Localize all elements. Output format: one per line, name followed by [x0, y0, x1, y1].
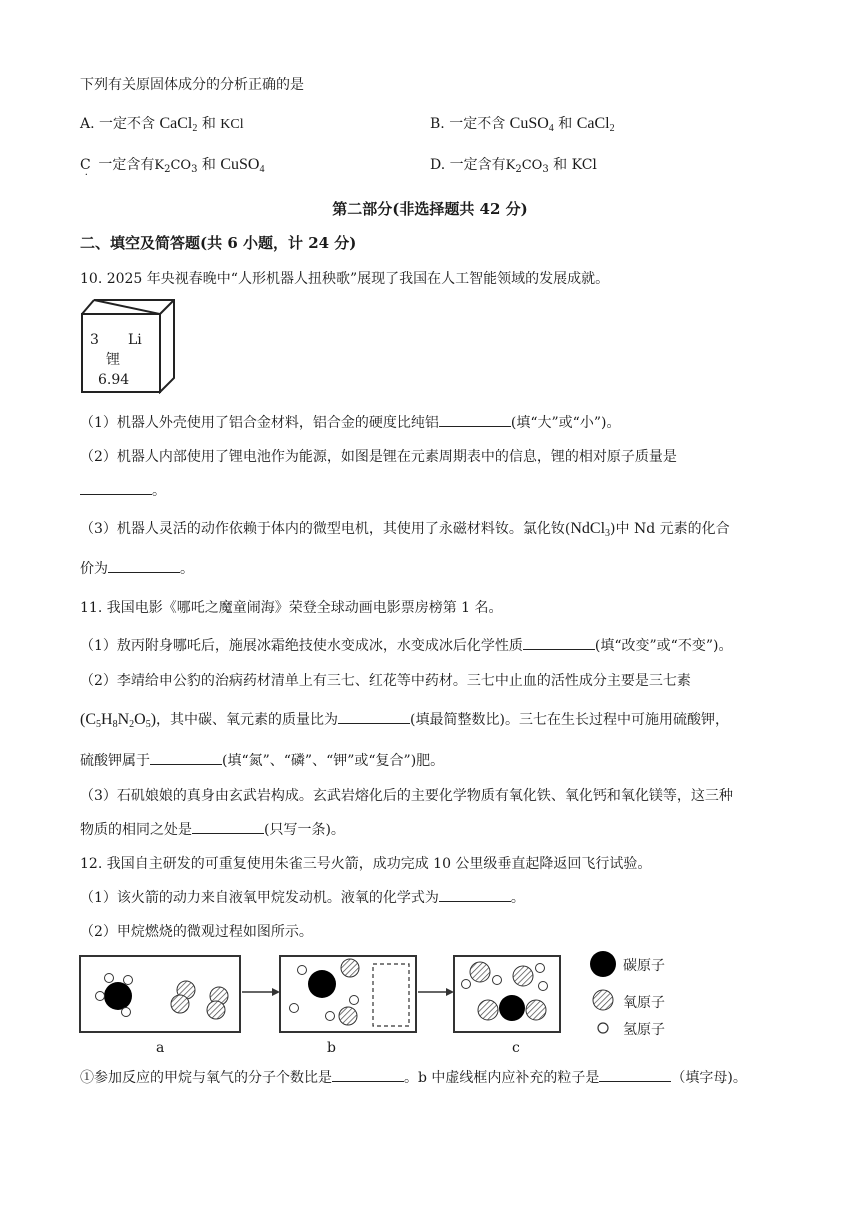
conj: 和: [553, 157, 568, 173]
formula-k2co3: $K_2CO_3$: [505, 158, 549, 175]
q12-sub1: ①参加反应的甲烷与氧气的分子个数比是 。b 中虚线框内应补充的粒子是 （填字母)。: [80, 1070, 747, 1086]
formula-kcl: KCl: [571, 157, 597, 173]
conj: 和: [201, 157, 216, 173]
oxygen-atom-icon: [593, 990, 613, 1010]
answer-blank[interactable]: [599, 1069, 671, 1082]
legend-oxygen: 氧原子: [623, 995, 665, 1011]
formula-cuso4: CuSO$_4$: [509, 115, 554, 134]
legend-hydrogen: 氢原子: [623, 1022, 665, 1038]
q11-part3: （3）石矶娘娘的真身由玄武岩构成。玄武岩熔化后的主要化学物质有氧化铁、氧化钙和氧化镁等，这三种: [80, 788, 733, 804]
methane-combustion-diagram: [76, 950, 716, 1060]
diagram-label-c: c: [512, 1040, 520, 1056]
q11-part3-line2: 物质的相同之处是 (只写一条)。: [80, 822, 345, 838]
formula-cuso4: CuSO$_4$: [220, 156, 265, 175]
carbon-atom-icon: [590, 951, 616, 977]
part2-title: 第二部分(非选择题共 42 分): [332, 200, 528, 218]
option-c: [80, 154, 265, 181]
element-mass: 6.94: [98, 372, 130, 388]
option-b: [430, 113, 615, 134]
element-symbol: Li: [128, 332, 142, 348]
formula-k2co3: $K_2CO_3$: [154, 158, 198, 175]
answer-blank[interactable]: [150, 752, 222, 765]
conj: 和: [558, 116, 573, 132]
diagram-label-b: b: [327, 1040, 336, 1056]
q12-part1: （1）该火箭的动力来自液氧甲烷发动机。液氧的化学式为 。: [80, 890, 525, 906]
diagram-label-a: a: [156, 1040, 165, 1056]
answer-blank[interactable]: [192, 821, 264, 834]
answer-blank[interactable]: [332, 1069, 404, 1082]
answer-blank[interactable]: [108, 560, 180, 573]
q11-part2: （2）李靖给申公豹的治病药材清单上有三七、红花等中药材。三七中止血的活性成分主要是三七素: [80, 673, 691, 689]
q10-part3-line2: 价为 。: [80, 561, 194, 577]
answer-blank[interactable]: [338, 711, 410, 724]
answer-blank[interactable]: [80, 482, 152, 495]
option-d-label: D. 一定含有: [430, 157, 506, 173]
option-b-label: B. 一定不含: [430, 116, 506, 132]
element-number: 3: [90, 332, 99, 348]
formula-c5h8n2o5: $(C_5H_8N_2O_5)$: [80, 711, 157, 730]
answer-blank[interactable]: [523, 637, 595, 650]
q10-part2-line2: 。: [80, 480, 166, 500]
q12-part2: （2）甲烷燃烧的微观过程如图所示。: [80, 924, 313, 940]
q11-part1: （1）敖丙附身哪吒后，施展冰霜绝技使水变成冰，水变成冰后化学性质 (填“改变”或“不变”)。: [80, 638, 733, 654]
answer-blank[interactable]: [439, 414, 511, 427]
section2-title: 二、填空及简答题(共 6 小题，计 24 分): [80, 234, 357, 252]
q11-part2-line3: 硫酸钾属于 (填“氮”、“磷”、“钾”或“复合”)肥。: [80, 753, 445, 769]
q11-stem: 11. 我国电影《哪吒之魔童闹海》荣登全球动画电影票房榜第 1 名。: [80, 600, 503, 616]
q10-stem: 10. 2025 年央视春晚中“人形机器人扭秧歌”展现了我国在人工智能领域的发展成就。: [80, 271, 610, 287]
legend-carbon: 碳原子: [623, 958, 665, 974]
option-a-label: A. 一定不含: [80, 116, 156, 132]
q10-part2: （2）机器人内部使用了锂电池作为能源，如图是锂在元素周期表中的信息，锂的相对原子质量是: [80, 449, 677, 465]
option-c-label: C: [80, 157, 91, 173]
q12-stem: 12. 我国自主研发的可重复使用朱雀三号火箭，成功完成 10 公里级垂直起降返回飞行试验。: [80, 856, 652, 872]
q11-part2-line2: $(C_5H_8N_2O_5)$，其中碳、氧元素的质量比为 (填最简整数比)。三七在生长过程中可施用硫酸钾，: [80, 711, 729, 730]
q9-stem: 下列有关原固体成分的分析正确的是: [80, 77, 304, 93]
formula-cacl2: CaCl$_2$: [159, 115, 198, 134]
q10-part1: （1）机器人外壳使用了铝合金材料，铝合金的硬度比纯铝 (填“大”或“小”)。: [80, 415, 621, 431]
conj: 和: [201, 116, 216, 132]
option-a: [80, 113, 244, 134]
q10-part3: （3）机器人灵活的动作依赖于体内的微型电机，其使用了永磁材料钕。氯化钕(NdCl$_3$)中 Nd 元素的化合: [80, 520, 730, 539]
formula-cacl2: CaCl$_2$: [576, 115, 615, 134]
formula-ndcl3: NdCl$_3$: [570, 520, 611, 539]
element-name: 锂: [106, 352, 120, 368]
option-c-text: 一定含有: [98, 157, 155, 173]
dot-mark: ·: [84, 170, 88, 181]
option-d: [430, 154, 597, 175]
formula-kcl: KCl: [220, 117, 244, 132]
hydrogen-atom-icon: [598, 1023, 608, 1033]
answer-blank[interactable]: [439, 889, 511, 902]
